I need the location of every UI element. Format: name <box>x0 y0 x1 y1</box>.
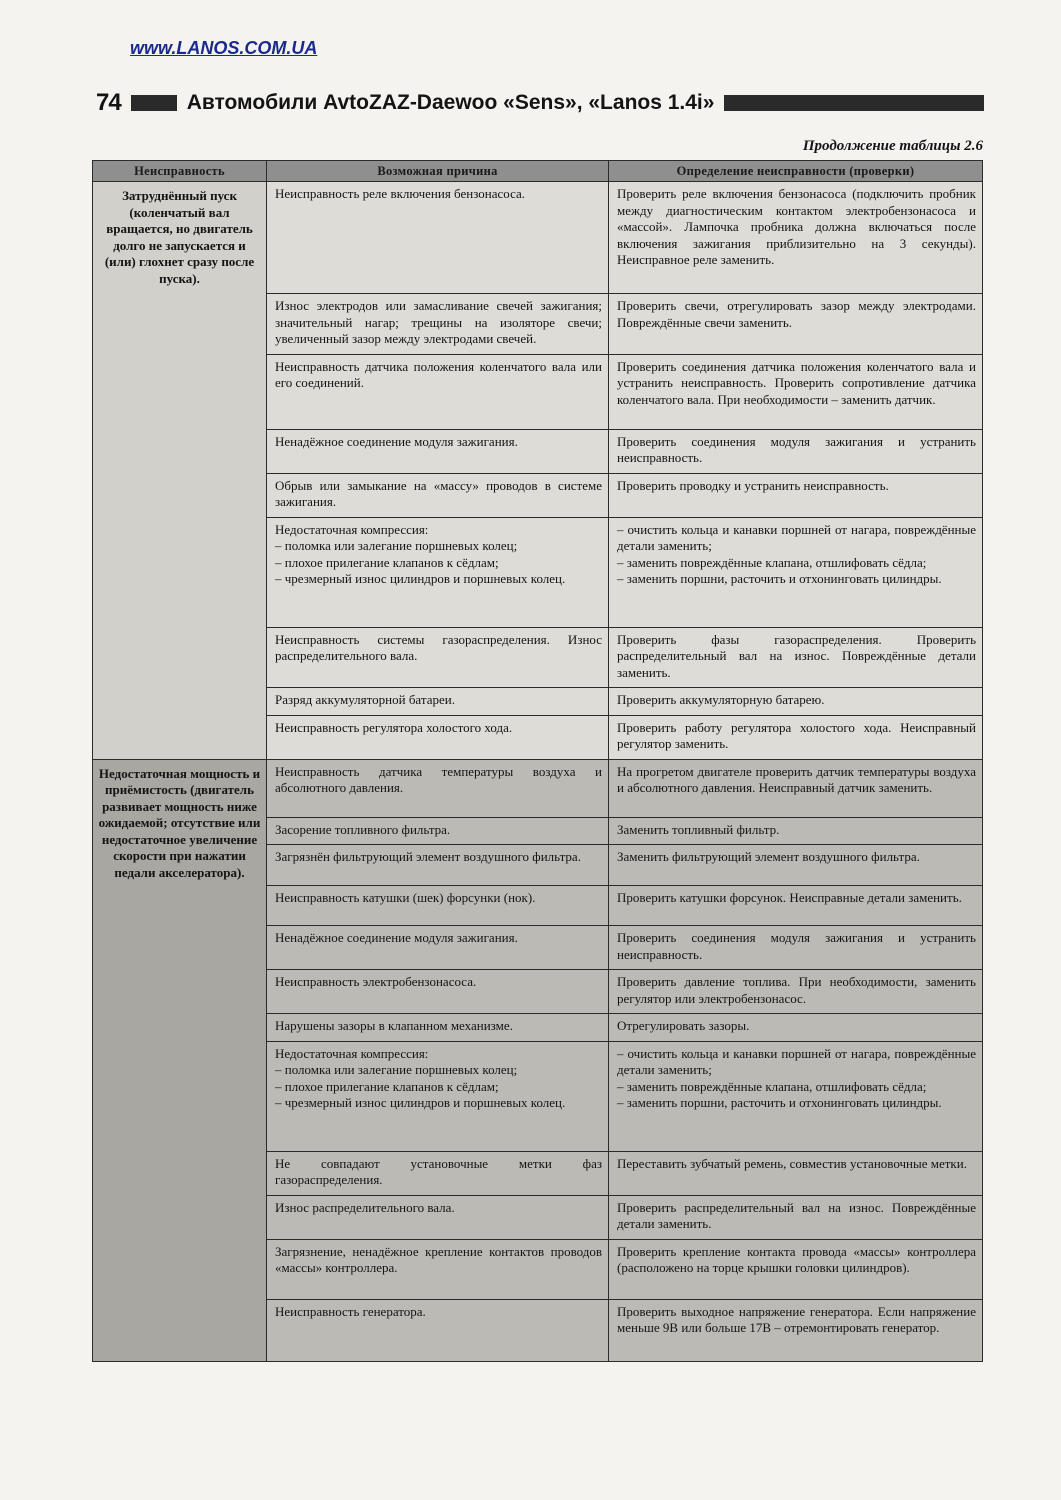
table-header-row <box>93 161 983 182</box>
check-cell <box>609 759 983 817</box>
table-body <box>93 182 983 1362</box>
check-text: На прогретом двигателе проверить датчик температуры воздуха и абсолютного давления. Неисправный датчик заменить. <box>617 763 976 795</box>
check-cell <box>609 715 983 759</box>
check-text: Проверить соединения модуля зажигания и устранить неисправность. <box>617 433 976 465</box>
cause-text: Загрязнение, ненадёжное крепление контактов проводов «массы» контроллера. <box>275 1243 602 1275</box>
check-text: Проверить свечи, отрегулировать зазор между электродами. Повреждённые свечи заменить. <box>617 298 976 330</box>
check-text: Переставить зубчатый ремень, совместив установочные метки. <box>617 1155 967 1171</box>
cause-text: Недостаточная компрессия: – поломка или залегание поршневых колец; – плохое прилегание клапанов к сёдлам; – чрезмерный износ цилиндров и поршневых колец. <box>275 1045 566 1110</box>
cause-cell <box>267 970 609 1014</box>
check-cell <box>609 182 983 294</box>
cause-cell <box>267 759 609 817</box>
page-number: 74 <box>96 89 121 116</box>
cause-text: Неисправность системы газораспределения. Износ распределительного вала. <box>275 631 602 663</box>
cause-text: Неисправность генератора. <box>275 1303 426 1319</box>
check-cell <box>609 1014 983 1042</box>
check-cell <box>609 1041 983 1151</box>
cause-text: Не совпадают установочные метки фаз газораспределения. <box>275 1155 602 1187</box>
check-text: Заменить фильтрующий элемент воздушного фильтра. <box>617 849 920 864</box>
cause-text: Обрыв или замыкание на «массу» проводов в системе зажигания. <box>275 477 602 509</box>
cause-cell <box>267 627 609 688</box>
column-header-fault: Неисправность <box>93 161 267 182</box>
check-cell <box>609 845 983 886</box>
check-cell <box>609 429 983 473</box>
cause-text: Нарушены зазоры в клапанном механизме. <box>275 1018 513 1033</box>
cause-text: Неисправность регулятора холостого хода. <box>275 719 513 735</box>
check-cell <box>609 627 983 688</box>
check-text: Проверить фазы газораспределения. Проверить распределительный вал на износ. Повреждённые детали заменить. <box>617 631 976 680</box>
check-text: Проверить крепление контакта провода «массы» контроллера (расположено на торце крышки головки цилиндров). <box>617 1243 976 1275</box>
check-cell <box>609 926 983 970</box>
cause-cell <box>267 182 609 294</box>
check-cell <box>609 1195 983 1239</box>
check-text: Проверить соединения датчика положения коленчатого вала и устранить неисправность. Проверить сопротивление датчика коленчатого вала. При необходимости – заменить датчик. <box>617 358 976 407</box>
column-header-cause: Возможная причина <box>267 161 609 182</box>
check-text: Проверить соединения модуля зажигания и устранить неисправность. <box>617 930 976 962</box>
check-cell <box>609 354 983 429</box>
cause-text: Недостаточная компрессия: – поломка или залегание поршневых колец; – плохое прилегание клапанов к сёдлам; – чрезмерный износ цилиндров и поршневых колец. <box>275 521 566 586</box>
check-text: – очистить кольца и канавки поршней от нагара, повреждённые детали заменить; – заменить повреждённые клапана, отшлифовать сёдла; – заменить поршни, расточить и отхонинговать цилиндры. <box>617 521 976 586</box>
cause-text: Неисправность электробензонасоса. <box>275 974 477 989</box>
cause-cell <box>267 517 609 627</box>
cause-cell <box>267 1195 609 1239</box>
site-link[interactable]: www.LANOS.COM.UA <box>130 38 318 58</box>
cause-text: Износ электродов или замасливание свечей зажигания; значительный нагар; трещины на изоляторе свечи; увеличенный зазор между электродами свечей. <box>275 298 602 346</box>
cause-text: Ненадёжное соединение модуля зажигания. <box>275 930 518 945</box>
faults-table <box>92 160 983 1362</box>
cause-text: Износ распределительного вала. <box>275 1199 455 1215</box>
cause-cell <box>267 294 609 355</box>
cause-text: Ненадёжное соединение модуля зажигания. <box>275 433 518 449</box>
cause-cell <box>267 926 609 970</box>
cause-cell <box>267 429 609 473</box>
fault-cell: Недостаточная мощность и приёмистость (двигатель развивает мощность ниже ожидаемой; отсутствие или недостаточное увеличение скорости при нажатии педали акселератора). <box>93 759 267 1361</box>
check-cell <box>609 1299 983 1361</box>
check-text: Проверить аккумуляторную батарею. <box>617 692 825 707</box>
cause-text: Неисправность датчика температуры воздуха и абсолютного давления. <box>275 763 602 795</box>
cause-text: Засорение топливного фильтра. <box>275 821 451 837</box>
table-row <box>93 182 983 294</box>
check-text: Проверить распределительный вал на износ. Повреждённые детали заменить. <box>617 1199 976 1231</box>
check-cell <box>609 1151 983 1195</box>
cause-cell <box>267 1041 609 1151</box>
cause-cell <box>267 354 609 429</box>
cause-cell <box>267 1239 609 1299</box>
check-cell <box>609 1239 983 1299</box>
cause-cell <box>267 845 609 886</box>
cause-cell <box>267 715 609 759</box>
cause-cell <box>267 688 609 716</box>
check-text: Проверить выходное напряжение генератора. Если напряжение меньше 9В или больше 17В – отремонтировать генератор. <box>617 1303 976 1335</box>
column-header-check: Определение неисправности (проверки) <box>609 161 983 182</box>
cause-text: Разряд аккумуляторной батареи. <box>275 692 455 707</box>
check-cell <box>609 817 983 845</box>
check-text: Проверить давление топлива. При необходимости, заменить регулятор или электробензонасос. <box>617 974 976 1006</box>
header-bar-decoration <box>131 95 177 111</box>
header-bar-decoration <box>724 95 984 111</box>
check-cell <box>609 688 983 716</box>
table-caption: Продолжение таблицы 2.6 <box>802 138 983 154</box>
check-text: Проверить работу регулятора холостого хода. Неисправный регулятор заменить. <box>617 719 976 751</box>
check-cell <box>609 294 983 355</box>
cause-cell <box>267 817 609 845</box>
fault-cell: Затруднённый пуск (коленчатый вал вращается, но двигатель долго не запускается и (или) глохнет сразу после пуска). <box>93 182 267 760</box>
cause-text: Неисправность датчика положения коленчатого вала или его соединений. <box>275 358 602 390</box>
check-text: Заменить топливный фильтр. <box>617 821 780 837</box>
check-text: Проверить реле включения бензонасоса (подключить пробник между диагностическим контактом электробензонасоса и «массой». Лампочка пробника должна включаться после включения зажигания приблизительно на 3 секунды). Неисправное реле заменить. <box>617 186 976 267</box>
check-cell <box>609 886 983 926</box>
cause-cell <box>267 1299 609 1361</box>
cause-text: Неисправность катушки (шек) форсунки (нок). <box>275 890 536 905</box>
check-text: Проверить проводку и устранить неисправность. <box>617 477 889 493</box>
running-header <box>96 90 984 116</box>
cause-cell <box>267 473 609 517</box>
cause-cell <box>267 1014 609 1042</box>
cause-text: Загрязнён фильтрующий элемент воздушного фильтра. <box>275 849 581 864</box>
check-text: Отрегулировать зазоры. <box>617 1018 750 1033</box>
check-text: Проверить катушки форсунок. Неисправные детали заменить. <box>617 890 962 905</box>
check-cell <box>609 970 983 1014</box>
check-text: – очистить кольца и канавки поршней от нагара, повреждённые детали заменить; – заменить повреждённые клапана, отшлифовать сёдла; – заменить поршни, расточить и отхонинговать цилиндры. <box>617 1045 976 1110</box>
table-row <box>93 759 983 817</box>
check-cell <box>609 517 983 627</box>
cause-text: Неисправность реле включения бензонасоса. <box>275 186 526 201</box>
header-title: Автомобили AvtoZAZ-Daewoo «Sens», «Lanos 1.4i» <box>186 91 715 114</box>
cause-cell <box>267 1151 609 1195</box>
cause-cell <box>267 886 609 926</box>
check-cell <box>609 473 983 517</box>
